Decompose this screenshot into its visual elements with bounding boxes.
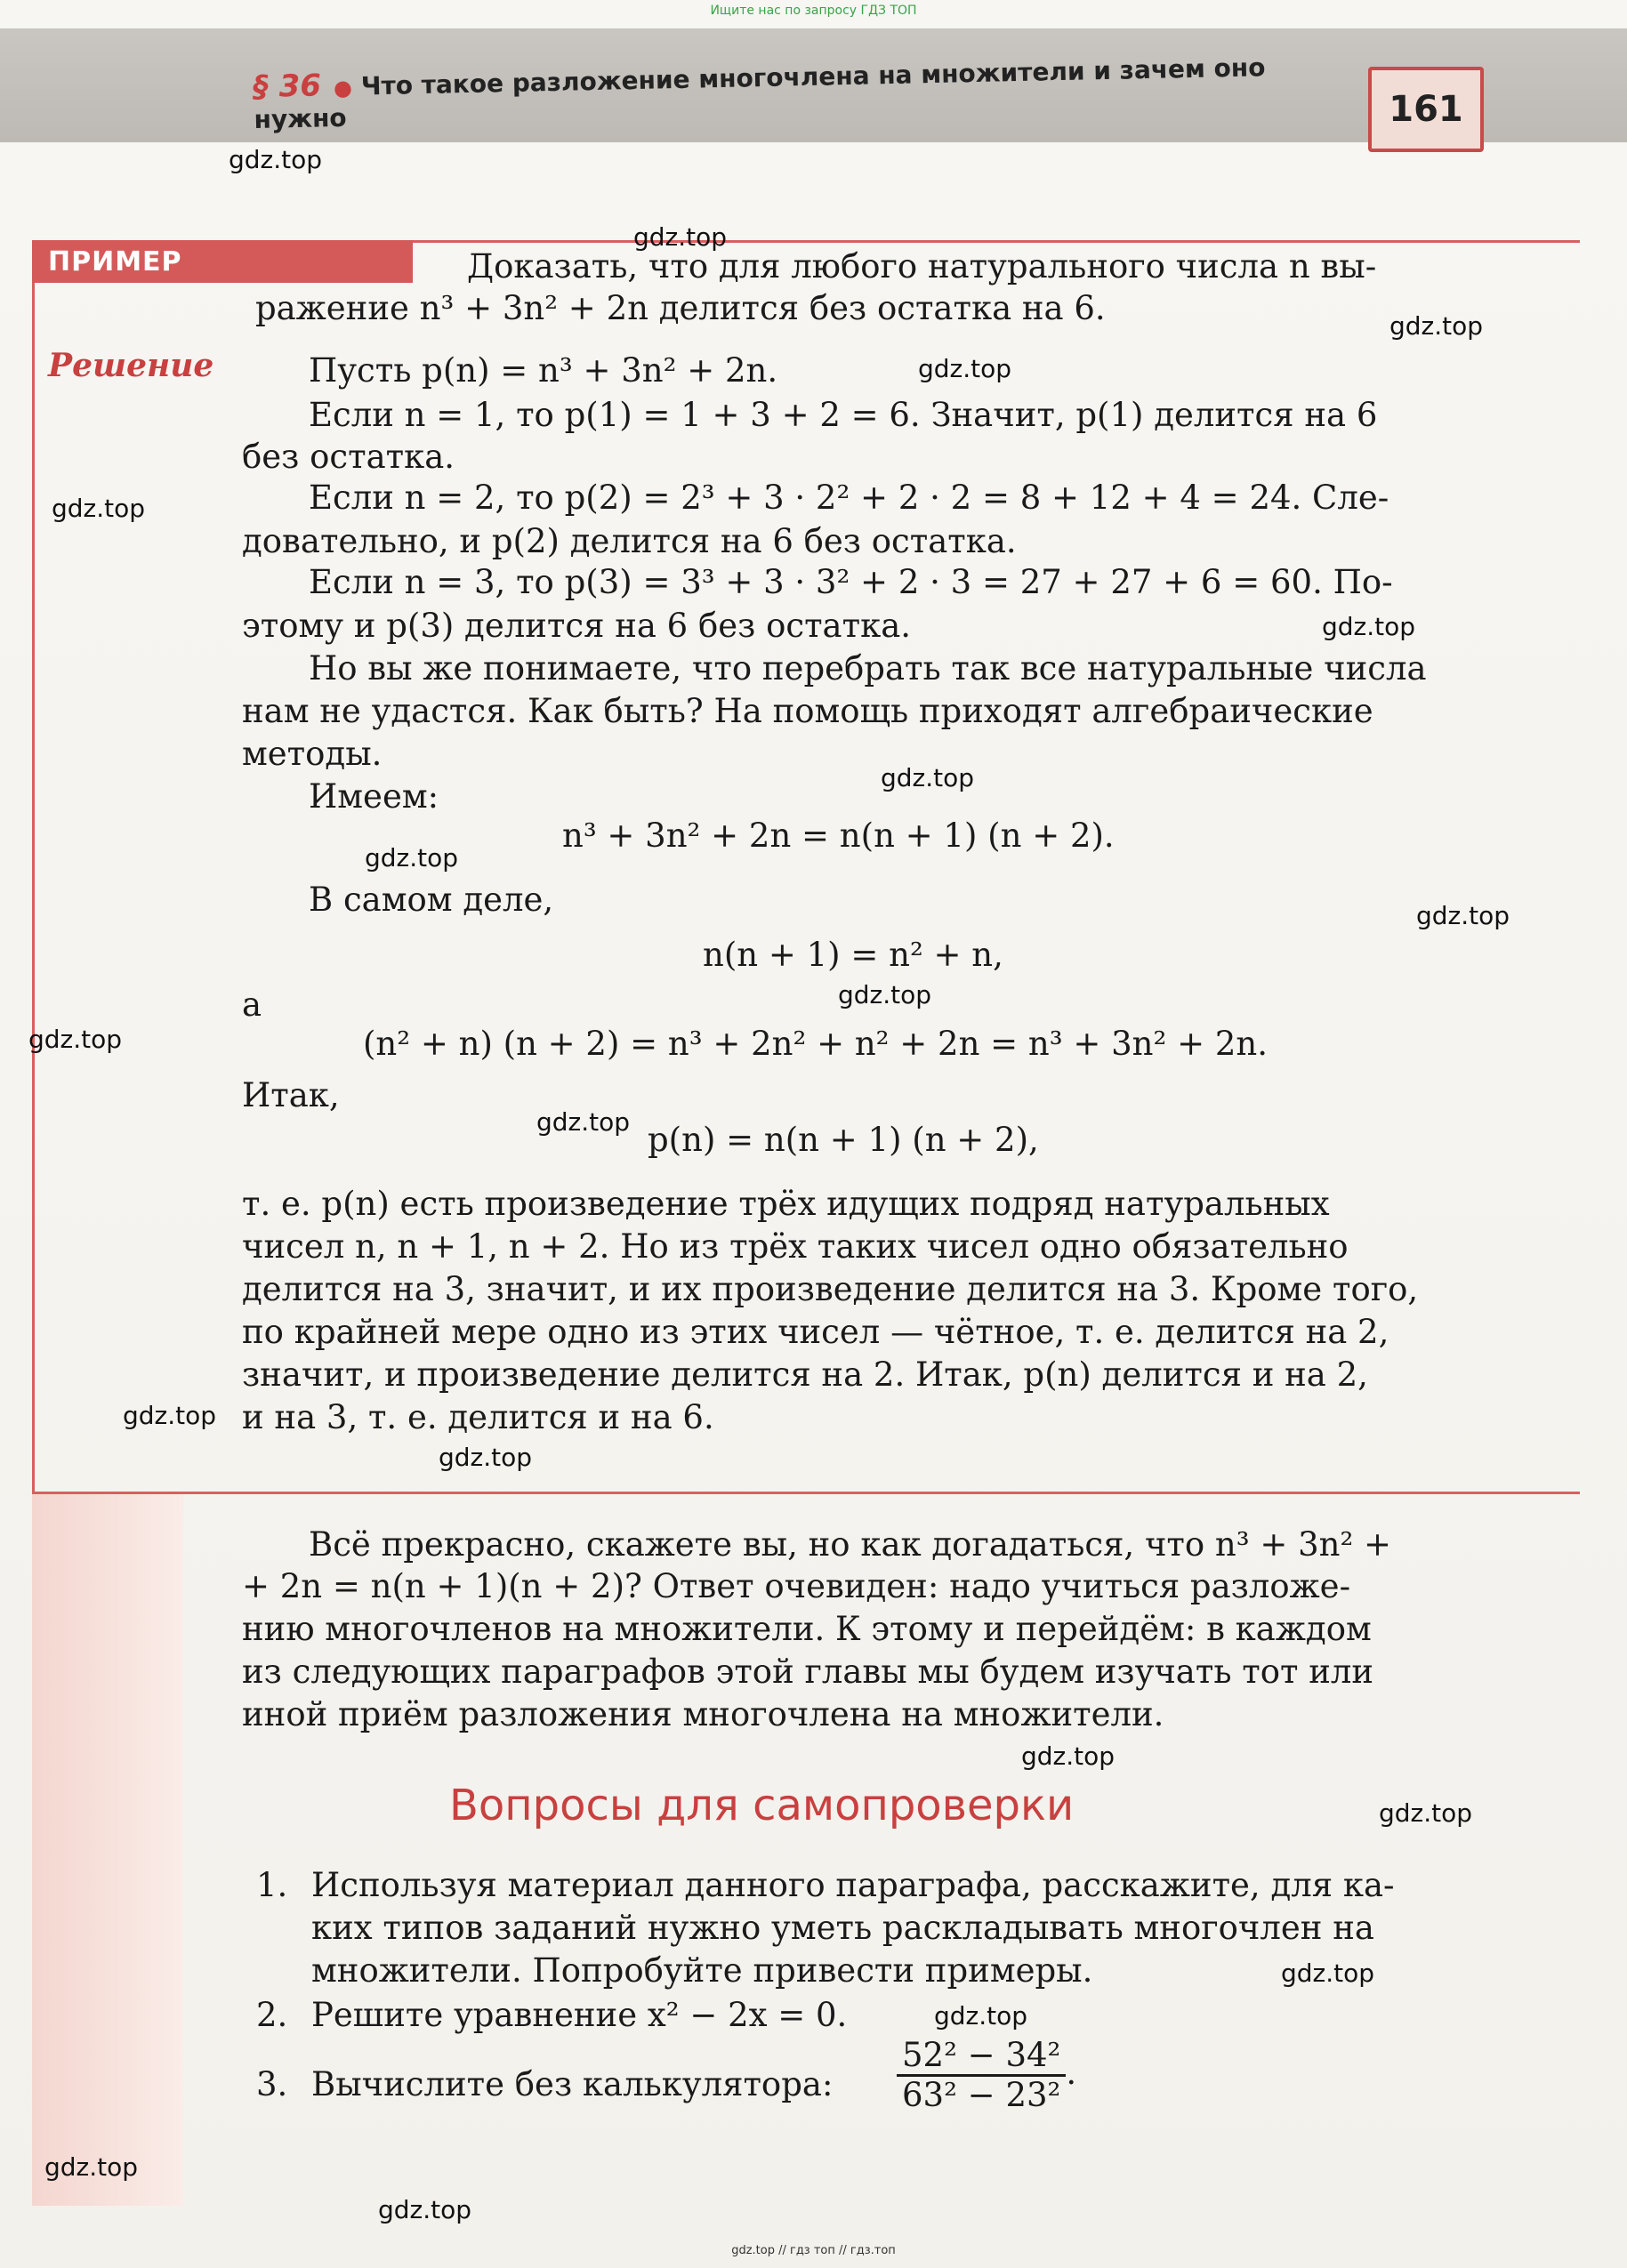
solution-line: значит, и произведение делится на 2. Итак, p(n) делится и на 2,	[242, 1355, 1368, 1394]
solution-line: Но вы же понимаете, что перебрать так все натуральные числа	[309, 649, 1427, 688]
bullet-icon: ●	[333, 75, 353, 101]
formula-line: n³ + 3n² + 2n = n(n + 1) (n + 2).	[562, 816, 1115, 855]
solution-label: Решение	[48, 347, 214, 384]
formula-line: (n² + n) (n + 2) = n³ + 2n² + n² + 2n = n³ + 3n² + 2n.	[363, 1025, 1268, 1063]
solution-line: Пусть p(n) = n³ + 3n² + 2n.	[309, 351, 778, 390]
formula-line: n(n + 1) = n² + n,	[703, 936, 1003, 974]
solution-line: Если n = 3, то p(3) = 3³ + 3 · 3² + 2 · 3 = 27 + 27 + 6 = 60. По-	[309, 563, 1393, 601]
page-number: 161	[1368, 67, 1484, 152]
watermark: gdz.top	[1322, 612, 1416, 641]
watermark: gdz.top	[881, 763, 975, 792]
watermark: gdz.top	[1379, 1798, 1473, 1828]
watermark: gdz.top	[633, 222, 728, 252]
watermark: gdz.top	[229, 145, 323, 174]
solution-line: делится на 3, значит, и их произведение делится на 3. Кроме того,	[242, 1270, 1419, 1308]
solution-line: методы.	[242, 735, 383, 773]
solution-line: этому и p(3) делится на 6 без остатка.	[242, 607, 912, 645]
watermark: gdz.top	[1389, 311, 1484, 341]
question-line: Используя материал данного параграфа, расскажите, для ка-	[311, 1866, 1395, 1904]
solution-line: довательно, и p(2) делится на 6 без остатка.	[242, 522, 1017, 560]
watermark: gdz.top	[378, 2195, 472, 2224]
watermark: gdz.top	[365, 843, 459, 873]
question-number: 2.	[256, 1996, 288, 2034]
watermark: gdz.top	[934, 2001, 1028, 2031]
solution-line: а	[242, 985, 262, 1024]
solution-line: В самом деле,	[309, 881, 554, 919]
paragraph-line: + 2n = n(n + 1)(n + 2)? Ответ очевиден: надо учиться разложе-	[242, 1567, 1351, 1605]
solution-line: по крайней мере одно из этих чисел — чётное, т. е. делится на 2,	[242, 1313, 1389, 1351]
watermark: gdz.top	[838, 980, 932, 1009]
question-fraction: $\frac{\text{52² − 34²}}{\text{63² − 23²}}$ .	[890, 2037, 1076, 2114]
solution-line: Имеем:	[309, 777, 439, 816]
watermark: gdz.top	[1281, 1958, 1375, 1988]
paragraph-line: из следующих параграфов этой главы мы будем изучать тот или	[242, 1653, 1374, 1691]
watermark: gdz.top	[28, 1025, 123, 1054]
problem-line-1: Доказать, что для любого натурального числа n вы-	[467, 247, 1377, 286]
question-number: 1.	[256, 1866, 288, 1904]
paragraph-line: иной приём разложения многочлена на множители.	[242, 1695, 1164, 1733]
site-note-bottom: gdz.top // гдз топ // гдз.топ	[731, 2244, 896, 2257]
watermark: gdz.top	[1021, 1741, 1116, 1771]
section-number: § 36	[253, 68, 322, 105]
formula-line: p(n) = n(n + 1) (n + 2),	[648, 1121, 1039, 1159]
problem-line-2: ражение n³ + 3n² + 2n делится без остатка на 6.	[255, 289, 1106, 327]
fraction	[897, 2037, 1066, 2114]
solution-line: нам не удастся. Как быть? На помощь приходят алгебраические	[242, 692, 1373, 730]
question-line: множители. Попробуйте привести примеры.	[311, 1951, 1093, 1990]
watermark: gdz.top	[1416, 901, 1510, 930]
example-side-band	[32, 1494, 183, 2206]
solution-line: и на 3, т. е. делится и на 6.	[242, 1398, 714, 1436]
solution-line: т. е. p(n) есть произведение трёх идущих подряд натуральных	[242, 1185, 1330, 1223]
questions-title: Вопросы для самопроверки	[449, 1781, 1075, 1830]
solution-line: чисел n, n + 1, n + 2. Но из трёх таких чисел одно обязательно	[242, 1227, 1349, 1266]
watermark: gdz.top	[439, 1443, 533, 1472]
watermark: gdz.top	[536, 1107, 631, 1137]
question-line: Решите уравнение x² − 2x = 0.	[311, 1996, 848, 2034]
solution-line: без остатка.	[242, 438, 455, 476]
fraction-numerator: 52² − 34²	[897, 2037, 1066, 2077]
paragraph-line: Всё прекрасно, скажете вы, но как догадаться, что n³ + 3n² +	[309, 1525, 1392, 1564]
example-tab: ПРИМЕР	[32, 240, 413, 283]
paragraph-line: нию многочленов на множители. К этому и перейдём: в каждом	[242, 1610, 1372, 1648]
watermark: gdz.top	[44, 2152, 139, 2182]
fraction-denominator: 63² − 23²	[902, 2076, 1061, 2114]
solution-line: Если n = 2, то p(2) = 2³ + 3 · 2² + 2 · 2 = 8 + 12 + 4 = 24. Сле-	[309, 479, 1389, 517]
watermark: gdz.top	[123, 1401, 217, 1430]
site-note-top: Ищите нас по запросу ГДЗ ТОП	[710, 4, 917, 18]
watermark: gdz.top	[918, 354, 1012, 383]
solution-line: Итак,	[242, 1076, 340, 1114]
solution-line: Если n = 1, то p(1) = 1 + 3 + 2 = 6. Значит, p(1) делится на 6	[309, 396, 1378, 434]
section-title: Что такое разложение многочлена на множители и зачем оно нужно	[254, 52, 1266, 134]
question-line: Вычислите без калькулятора:	[311, 2065, 834, 2103]
watermark: gdz.top	[52, 494, 146, 523]
question-number: 3.	[256, 2065, 288, 2103]
question-line: ких типов заданий нужно уметь раскладывать многочлен на	[311, 1909, 1374, 1947]
